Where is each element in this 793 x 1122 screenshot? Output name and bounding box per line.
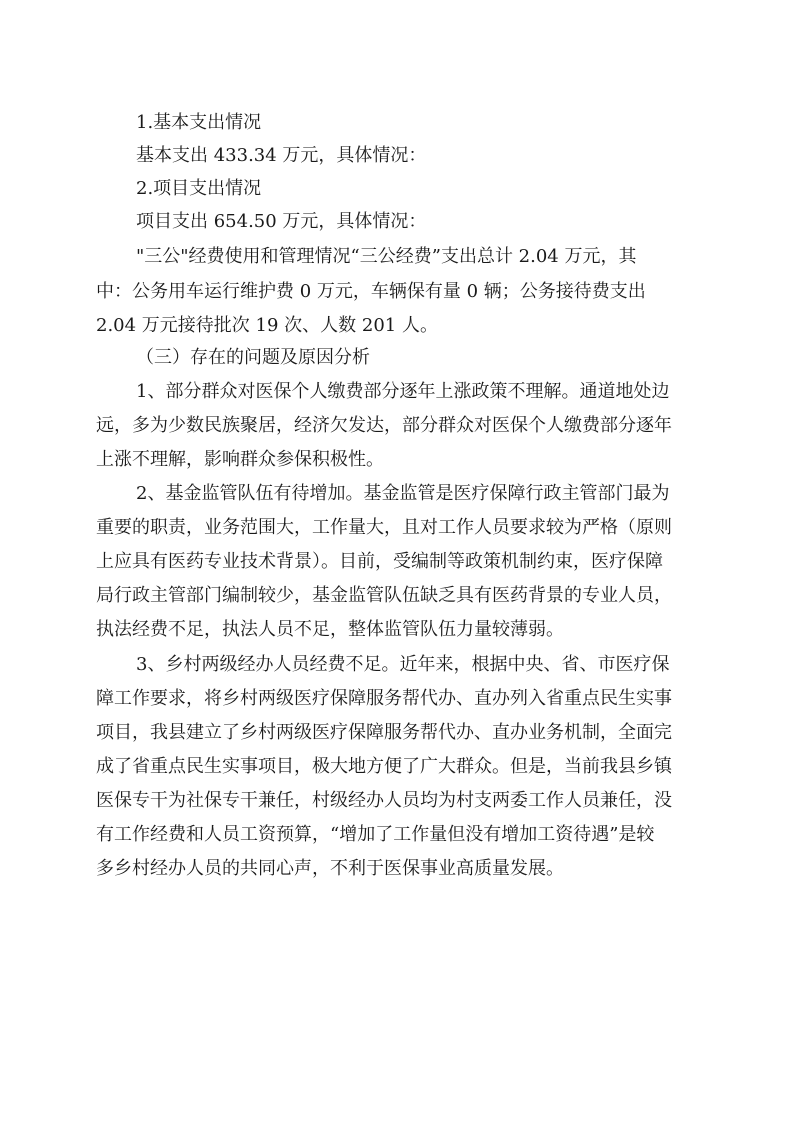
paragraph-line-text: 中：公务用车运行维护费 0 万元，车辆保有量 0 辆；公务接待费支出 xyxy=(96,281,646,302)
paragraph-line xyxy=(0,786,793,816)
paragraph-line xyxy=(0,820,793,850)
paragraph-line xyxy=(0,513,793,543)
paragraph-line-text: 上应具有医药专业技术背景）。目前，受编制等政策机制约束，医疗保障 xyxy=(96,551,663,572)
subsection-title-text: 2.项目支出情况 xyxy=(136,178,262,199)
paragraph-line-text: 医保专干为社保专干兼任，村级经办人员均为村支两委工作人员兼任，没 xyxy=(96,790,672,811)
paragraph-line-text: 项目，我县建立了乡村两级医疗保障服务帮代办、直办业务机制，全面完 xyxy=(96,722,672,743)
paragraph-line xyxy=(0,377,793,407)
paragraph-line xyxy=(0,242,793,272)
paragraph-line-text: 上涨不理解，影响群众参保积极性。 xyxy=(96,449,384,470)
section-heading-text: （三）存在的问题及原因分析 xyxy=(136,347,370,368)
paragraph-line xyxy=(0,718,793,748)
paragraph-line-text: 局行政主管部门编制较少，基金监管队伍缺乏具有医药背景的专业人员， xyxy=(96,585,672,606)
paragraph-line xyxy=(0,581,793,611)
paragraph-line-text: 障工作要求，将乡村两级医疗保障服务帮代办、直办列入省重点民生实事 xyxy=(96,688,672,709)
paragraph-line: 项目支出 654.50 万元，具体情况： xyxy=(136,211,427,232)
paragraph-line xyxy=(0,411,793,441)
paragraph-line-text: 3、乡村两级经办人员经费不足。近年来，根据中央、省、市医疗保 xyxy=(136,654,670,675)
paragraph-line xyxy=(0,277,793,307)
paragraph-line xyxy=(0,854,793,884)
subsection-title-text: 1.基本支出情况 xyxy=(136,112,262,133)
paragraph-line xyxy=(0,650,793,680)
paragraph-line-text: 执法经费不足，执法人员不足，整体监管队伍力量较薄弱。 xyxy=(96,619,564,640)
paragraph-line-text: 远，多为少数民族聚居，经济欠发达，部分群众对医保个人缴费部分逐年 xyxy=(96,415,672,436)
subsection-title-project-expenditure xyxy=(0,174,793,204)
paragraph-line xyxy=(0,615,793,645)
paragraph-line-text: 1、部分群众对医保个人缴费部分逐年上涨政策不理解。通道地处边 xyxy=(136,381,670,402)
basic-expenditure-text xyxy=(0,141,793,171)
paragraph-line xyxy=(0,445,793,475)
paragraph-line-text: 有工作经费和人员工资预算，“增加了工作量但没有增加工资待遇”是较 xyxy=(96,824,655,845)
paragraph-line-text: 重要的职责，业务范围大，工作量大，且对工作人员要求较为严格（原则 xyxy=(96,517,672,538)
paragraph-line-text: 2.04 万元接待批次 19 次、人数 201 人。 xyxy=(96,315,438,336)
paragraph-line-text: 成了省重点民生实事项目，极大地方便了广大群众。但是，当前我县乡镇 xyxy=(96,756,672,777)
paragraph-line xyxy=(0,684,793,714)
paragraph-line-text: "三公"经费使用和管理情况“三公经费”支出总计 2.04 万元，其 xyxy=(136,246,637,267)
paragraph-line xyxy=(0,547,793,577)
paragraph-line xyxy=(0,311,793,341)
paragraph-line xyxy=(0,752,793,782)
paragraph-line-text: 2、基金监管队伍有待增加。基金监管是医疗保障行政主管部门最为 xyxy=(136,483,670,504)
project-expenditure-text xyxy=(0,207,793,237)
section-heading xyxy=(0,343,793,373)
paragraph-line: 基本支出 433.34 万元，具体情况： xyxy=(136,145,427,166)
paragraph-line-text: 多乡村经办人员的共同心声，不利于医保事业高质量发展。 xyxy=(96,858,564,879)
paragraph-line xyxy=(0,479,793,509)
subsection-title-basic-expenditure xyxy=(0,108,793,138)
